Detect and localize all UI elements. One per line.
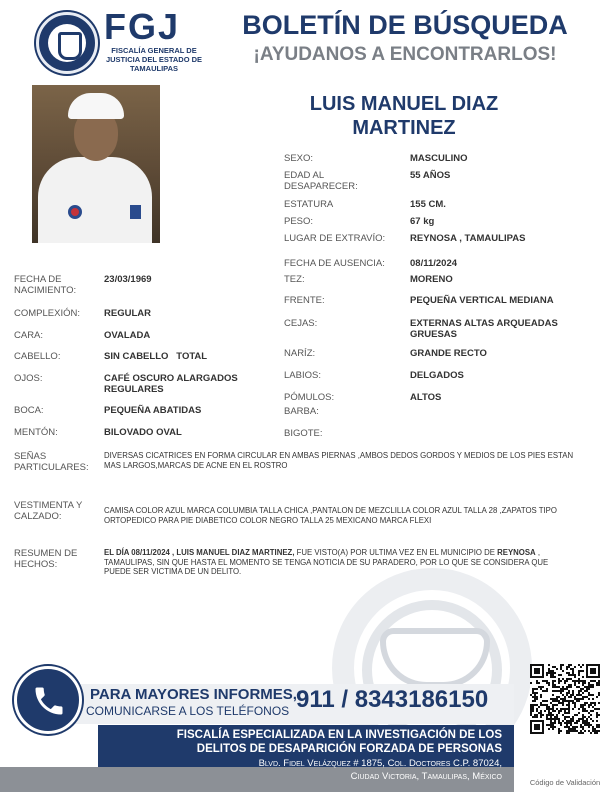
barba-label: BARBA: — [284, 406, 319, 417]
frente-value: PEQUEÑA VERTICAL MEDIANA — [410, 295, 554, 306]
agency-address — [98, 758, 502, 784]
validation-code-label: Código de Validación — [529, 778, 601, 787]
nacimiento-label: FECHA DE NACIMIENTO: — [14, 274, 77, 296]
fgj-logo-subtitle: FISCALÍA GENERAL DE JUSTICIA DEL ESTADO DE TAMAULIPAS — [105, 46, 203, 73]
senas-text: DIVERSAS CICATRICES EN FORMA CIRCULAR EN AMBAS PIERNAS ,AMBOS DEDOS GORDOS Y MEDIOS DE LOS PIES ESTAN MAS LARGOS,MARCAS DE ACNE EN EL ROSTRO — [104, 451, 574, 470]
missing-person-photo — [32, 85, 160, 243]
lugar-label: LUGAR DE EXTRAVÍO: — [284, 233, 386, 244]
nariz-value: GRANDE RECTO — [410, 348, 487, 359]
resumen-text-a: FUE VISTO(A) POR ULTIMA VEZ EN EL MUNICIPIO DE — [294, 548, 498, 557]
bulletin-subtitle: ¡AYUDANOS A ENCONTRARLOS! — [253, 44, 557, 65]
nacimiento-value: 23/03/1969 — [104, 274, 152, 285]
menton-label: MENTÓN: — [14, 427, 58, 438]
labios-label: LABIOS: — [284, 370, 321, 381]
address-line1: Blvd. Fidel Velázquez # 1875, Col. Doctores C.P. 87024, — [258, 758, 502, 769]
person-name: LUIS MANUEL DIAZ MARTINEZ — [309, 93, 499, 139]
resumen-text-b: , TAMAULIPAS, SIN QUE HASTA EL MOMENTO SE TENGA NOTICIA DE SU PARADERO, POR LO QUE SE CONSIDERA QUE PUEDE SER VICTIMA DE UN DELITO. — [104, 548, 549, 577]
labios-value: DELGADOS — [410, 370, 464, 381]
ojos-label: OJOS: — [14, 373, 43, 384]
bigote-label: BIGOTE: — [284, 428, 323, 439]
cara-value: OVALADA — [104, 330, 151, 341]
frente-label: FRENTE: — [284, 295, 325, 306]
agency-name — [98, 729, 502, 756]
edad-label: EDAD AL DESAPARECER: — [284, 170, 358, 192]
cabello-value: SIN CABELLO TOTAL — [104, 351, 208, 362]
cejas-value: EXTERNAS ALTAS ARQUEADAS GRUESAS — [410, 318, 558, 340]
state-seal-logo — [36, 12, 98, 74]
estatura-label: ESTATURA — [284, 199, 334, 210]
resumen-text — [104, 548, 576, 577]
cejas-label: CEJAS: — [284, 318, 318, 329]
phone-numbers[interactable]: 911 / 8343186150 — [296, 686, 489, 713]
bulletin-title: BOLETÍN DE BÚSQUEDA — [242, 10, 568, 40]
pomulos-value: ALTOS — [410, 392, 442, 403]
resumen-label: RESUMEN DE HECHOS: — [14, 548, 78, 570]
more-info-heading: PARA MAYORES INFORMES, — [90, 686, 297, 703]
lugar-value: REYNOSA , TAMAULIPAS — [410, 233, 526, 244]
vestimenta-text: CAMISA COLOR AZUL MARCA COLUMBIA TALLA CHICA ,PANTALON DE MEZCLILLA COLOR AZUL TALLA 28 ,ZAPATOS TIPO ORTOPEDICO PARA PIE DIABETICO COLOR NEGRO TALLA 25 MEXICANO MARCA FLEXI — [104, 506, 557, 525]
cara-label: CARA: — [14, 330, 44, 341]
fecha-ausencia-value: 08/11/2024 — [410, 258, 458, 269]
resumen-bold-place: REYNOSA — [497, 548, 536, 557]
senas-label: SEÑAS PARTICULARES: — [14, 451, 89, 473]
qr-code[interactable] — [530, 664, 600, 734]
phone-icon — [14, 666, 82, 734]
complexion-value: REGULAR — [104, 308, 151, 319]
menton-value: BILOVADO OVAL — [104, 427, 182, 438]
address-line2: Ciudad Victoria, Tamaulipas, México — [350, 770, 502, 782]
edad-value: 55 AÑOS — [410, 170, 451, 181]
fgj-logo-text: FGJ — [104, 6, 181, 47]
resumen-bold-lead: EL DÍA 08/11/2024 , LUIS MANUEL DIAZ MARTINEZ, — [104, 548, 295, 557]
fecha-ausencia-label: FECHA DE AUSENCIA: — [284, 258, 385, 269]
peso-label: PESO: — [284, 216, 314, 227]
peso-value: 67 kg — [410, 216, 435, 227]
agency-name-line2: DELITOS DE DESAPARICIÓN FORZADA DE PERSONAS — [196, 742, 502, 755]
pomulos-label: PÓMULOS: — [284, 392, 335, 403]
tez-label: TEZ: — [284, 274, 305, 285]
nariz-label: NARÍZ: — [284, 348, 316, 359]
contact-instruction: COMUNICARSE A LOS TELÉFONOS — [86, 704, 290, 718]
vestimenta-label: VESTIMENTA Y CALZADO: — [14, 500, 83, 522]
agency-name-line1: FISCALÍA ESPECIALIZADA EN LA INVESTIGACIÓN DE LOS — [176, 729, 502, 741]
boca-value: PEQUEÑA ABATIDAS — [104, 405, 202, 416]
sexo-label: SEXO: — [284, 153, 314, 164]
cabello-label: CABELLO: — [14, 351, 61, 362]
sexo-value: MASCULINO — [410, 153, 468, 164]
tez-value: MORENO — [410, 274, 453, 285]
boca-label: BOCA: — [14, 405, 44, 416]
estatura-value: 155 CM. — [410, 199, 446, 210]
ojos-value: CAFÉ OSCURO ALARGADOS REGULARES — [104, 373, 238, 395]
complexion-label: COMPLEXIÓN: — [14, 308, 80, 319]
